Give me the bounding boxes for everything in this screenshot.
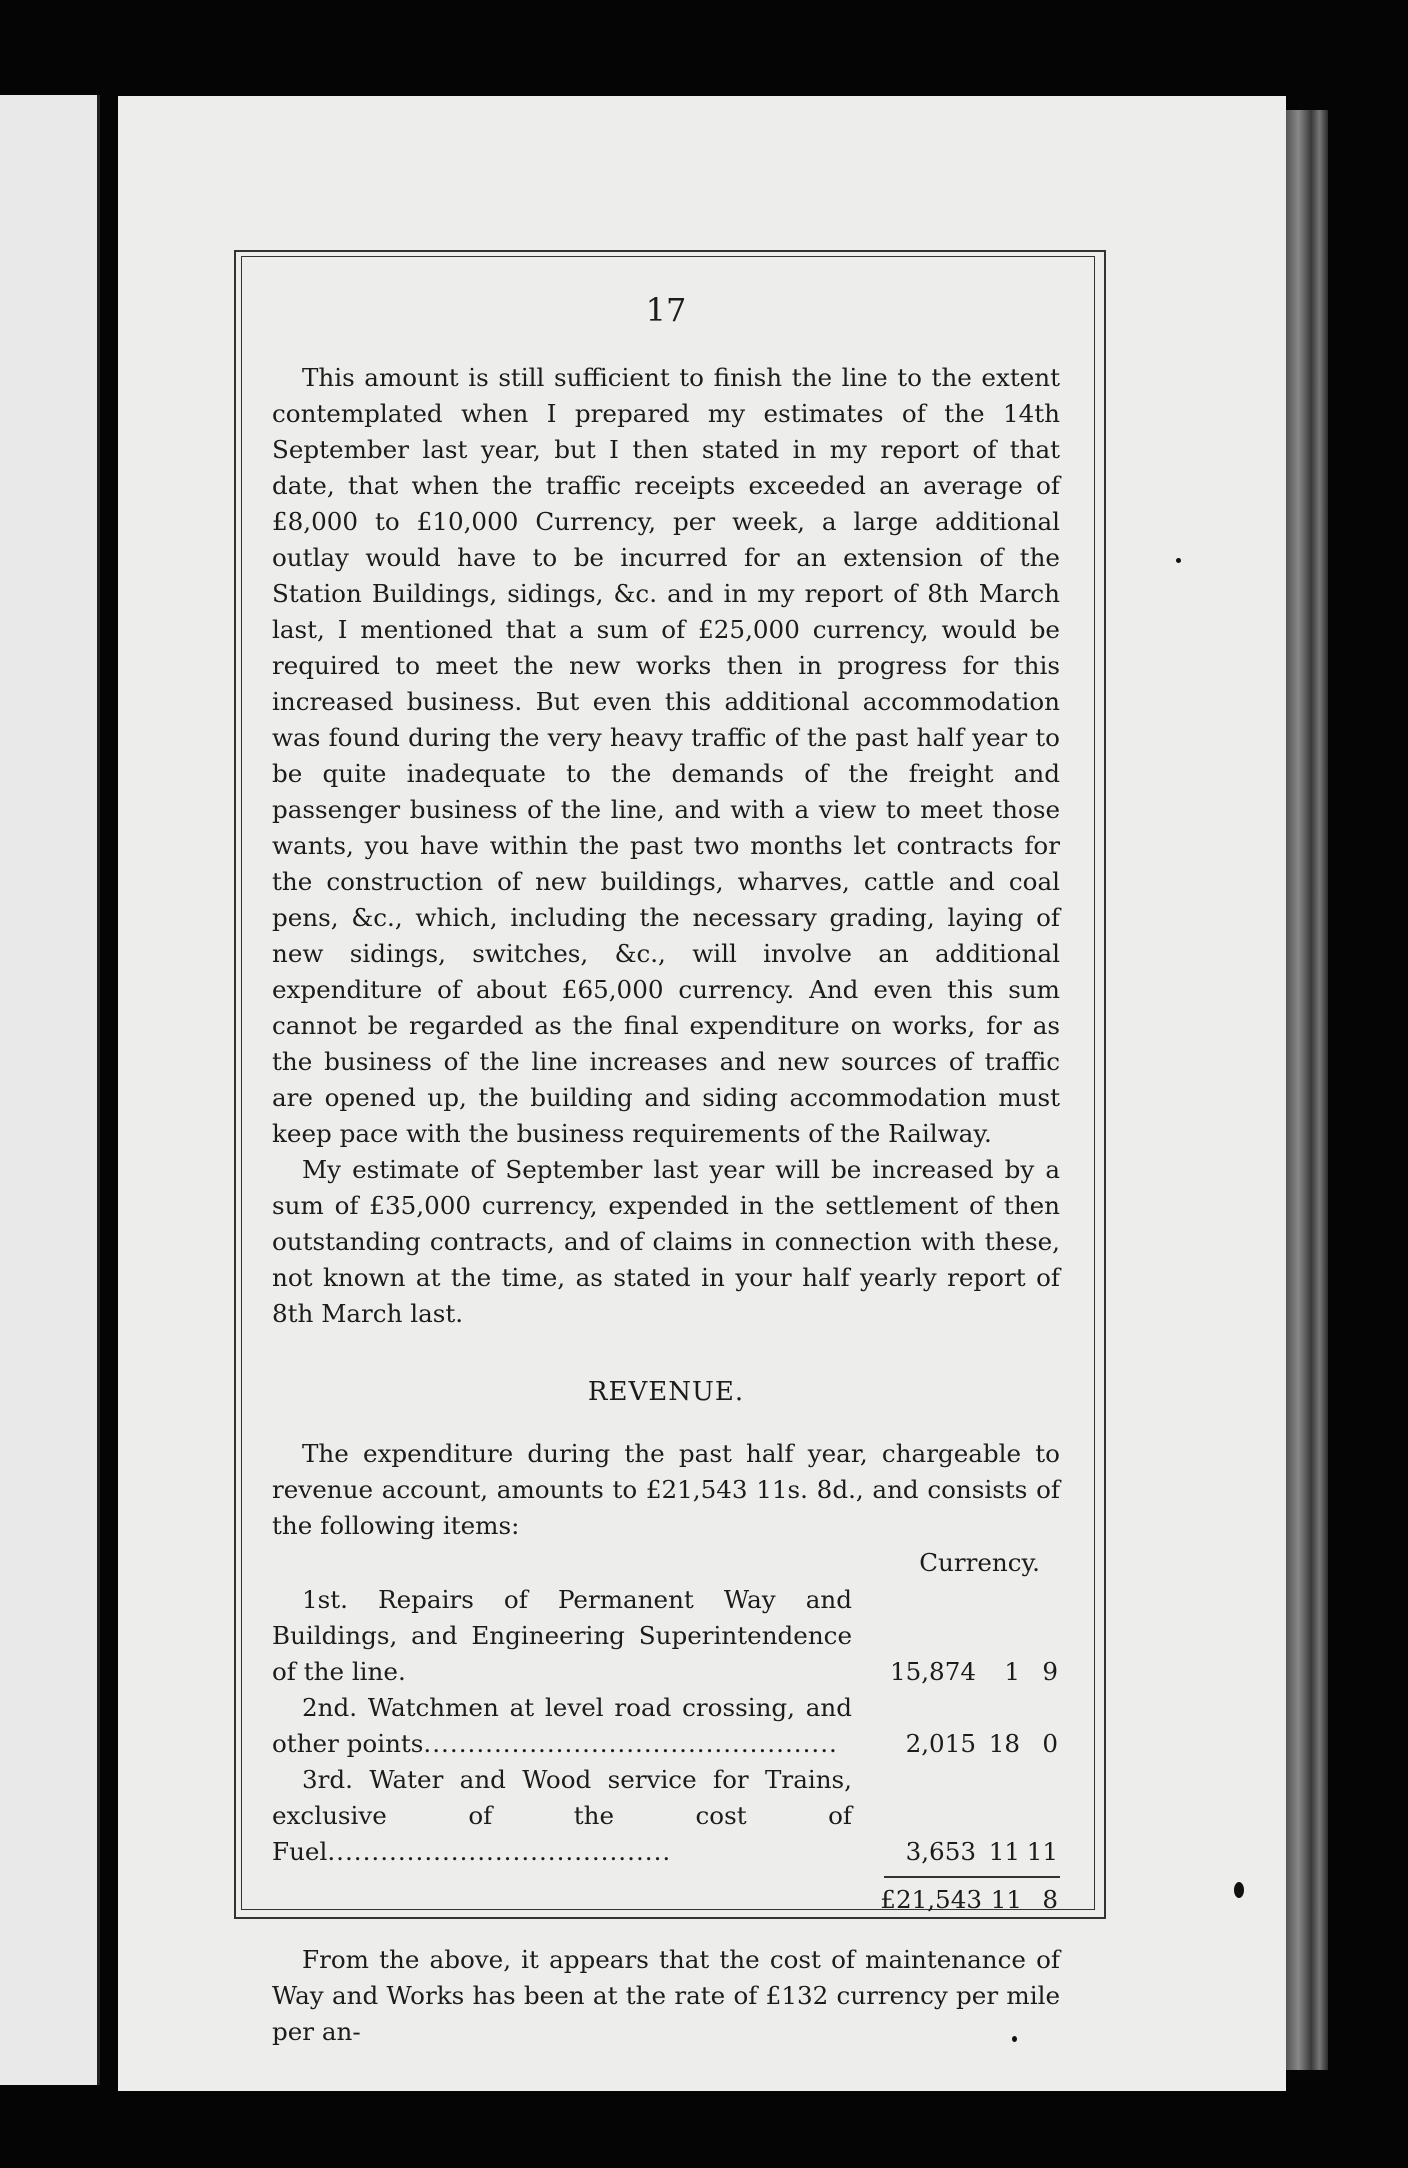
book-spine (1286, 110, 1328, 2070)
amount-shillings: 18 (988, 1729, 1020, 1758)
paragraph-2: My estimate of September last year will be increased by a sum of £35,000 currency, expended in the settlement of then outstanding contracts, and of claims in connection with these, not known at the time, as stated in your half yearly report of 8th March last. (272, 1155, 1060, 1328)
section-heading: REVENUE. (587, 1377, 745, 1407)
page-number: 17 (645, 291, 687, 329)
leader-dots: ............................................... (423, 1729, 838, 1758)
total-pence: 8 (1042, 1885, 1058, 1914)
item-amount (880, 1834, 1060, 1870)
total-shillings: 11 (990, 1885, 1022, 1914)
amount-pounds: 15,874 (889, 1657, 976, 1686)
currency-column-header: Currency. (919, 1548, 1040, 1577)
amount-pounds: 3,653 (905, 1837, 976, 1866)
amount-pounds: 2,015 (905, 1729, 976, 1758)
amount-shillings: 1 (1004, 1657, 1020, 1686)
adjacent-page-edge (0, 95, 100, 2085)
amount-pence: 11 (1026, 1837, 1058, 1866)
paragraph-1: This amount is still sufficient to finish the line to the extent contemplated when I prepared my estimates of the 14th September last year, but I then stated in my report of that date, that when the traffic receipts exceeded an average of £8,000 to £10,000 Currency, per week, a large additional outlay would have to be incurred for an extension of the Station Buildings, sidings, &c. and in my report of 8th March last, I mentioned that a sum of £25,000 currency, would be required to meet the new works then in progress for this increased business. But even this additional accommodation was found during the very heavy traffic of the past half year to be quite inadequate to the demands of the freight and passenger business of the line, and with a view to meet those wants, you have within the past two months let contracts for the construction of new buildings, wharves, cattle and coal pens, &c., which, including the necessary grading, laying of new sidings, switches, &c., will involve an additional expenditure of about £65,000 currency. And even this sum cannot be regarded as the final expenditure on works, for as the business of the line increases and new sources of traffic are opened up, the building and siding accommodation must keep pace with the business requirements of the Railway. (272, 363, 1060, 1148)
expenditure-item (272, 1582, 1060, 1690)
amount-pence: 0 (1042, 1729, 1058, 1758)
page-content (272, 290, 1060, 2050)
closing-paragraph: From the above, it appears that the cost of maintenance of Way and Works has been at the rate of £132 currency per mile per an- (272, 1945, 1060, 2046)
amount-pence: 9 (1042, 1657, 1058, 1686)
revenue-intro: The expenditure during the past half year, chargeable to revenue account, amounts to £21,543 11s. 8d., and consists of the following items: (272, 1439, 1060, 1540)
ink-speck (1234, 1882, 1244, 1898)
total-amount (272, 1878, 1060, 1922)
total-pounds: £21,543 (880, 1885, 982, 1914)
leader-dots: ....................................... (327, 1837, 672, 1866)
expenditure-item (272, 1762, 1060, 1870)
expenditure-item (272, 1690, 1060, 1762)
item-amount (880, 1726, 1060, 1762)
item-description: 1st. Repairs of Permanent Way and Buildings, and Engineering Superintendence of the line. (272, 1585, 852, 1686)
ink-speck (1176, 558, 1181, 563)
amount-shillings: 11 (988, 1837, 1020, 1866)
item-description: 3rd. Water and Wood service for Trains, exclusive of the cost of Fuel (272, 1765, 852, 1866)
ink-speck (1012, 2036, 1017, 2042)
item-amount (880, 1654, 1060, 1690)
item-description: 2nd. Watchmen at level road crossing, and other points (272, 1693, 852, 1758)
